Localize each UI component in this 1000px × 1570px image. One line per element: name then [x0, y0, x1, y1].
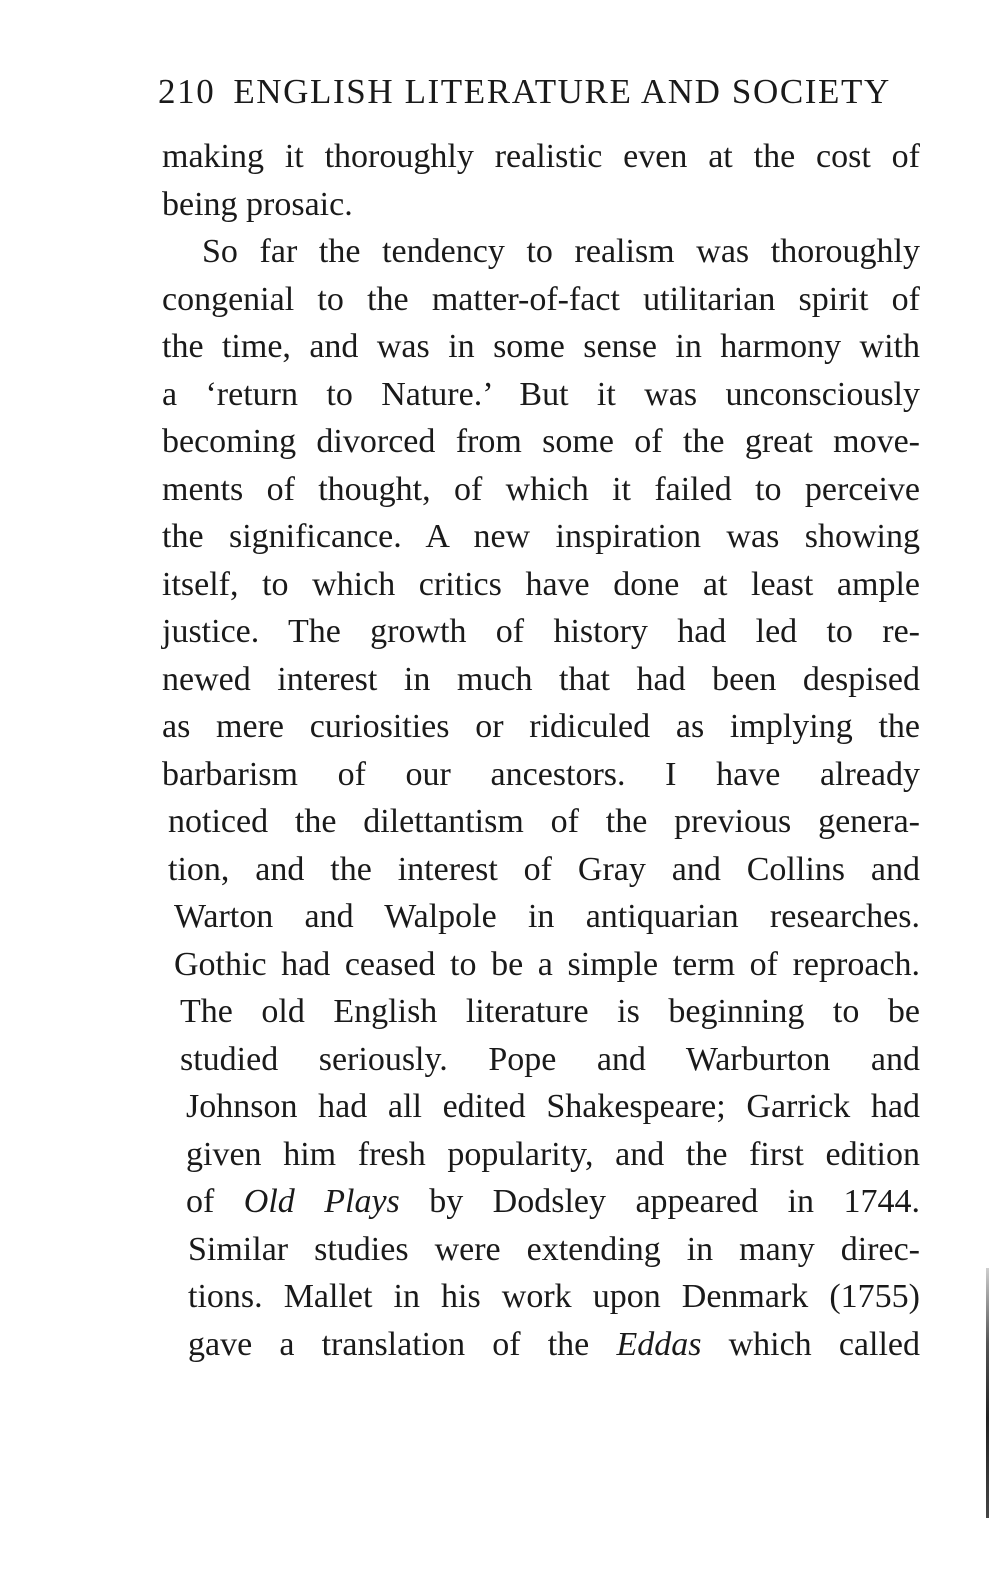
italic-title-eddas: Eddas — [616, 1325, 702, 1363]
text-line: ments of thought, of which it failed to perceive — [162, 470, 920, 508]
text-line: being prosaic. — [162, 185, 353, 223]
text-line: So far the tendency to realism was thoroughly — [202, 233, 920, 270]
text-line: becoming divorced from some of the great move- — [162, 423, 920, 460]
text-line — [162, 1178, 920, 1226]
text-line: barbarism of our ancestors. I have already — [162, 755, 920, 793]
text-run: gave a translation of the — [188, 1325, 590, 1363]
text-line: making it thoroughly realistic even at the cost of — [162, 138, 920, 175]
text-line: justice. The growth of history had led to re- — [162, 613, 920, 650]
text-line: given him fresh popularity, and the first edition — [186, 1135, 920, 1173]
text-line: as mere curiosities or ridiculed as implying the — [162, 708, 920, 745]
text-line: a ‘return to Nature.’ But it was unconsciously — [162, 375, 920, 413]
text-run: which called — [728, 1325, 921, 1363]
page-edge-shadow — [986, 1268, 989, 1518]
italic-title-old-plays: Old Plays — [243, 1183, 400, 1220]
page-number: 210 — [158, 72, 216, 111]
text-line: Similar studies were extending in many direc- — [188, 1230, 920, 1268]
text-line — [162, 1321, 920, 1369]
text-line: Warton and Walpole in antiquarian researches. — [174, 898, 920, 935]
text-run: by Dodsley appeared in 1744. — [429, 1183, 920, 1220]
text-line: congenial to the matter-of-fact utilitarian spirit of — [162, 280, 920, 318]
text-line: the significance. A new inspiration was showing — [162, 518, 920, 555]
body-text — [162, 133, 920, 1368]
text-line: Johnson had all edited Shakespeare; Garrick had — [186, 1088, 920, 1125]
text-line: noticed the dilettantism of the previous genera- — [168, 803, 920, 840]
text-line: the time, and was in some sense in harmony with — [162, 328, 920, 365]
running-head — [158, 64, 918, 120]
running-title: ENGLISH LITERATURE AND SOCIETY — [233, 72, 891, 111]
text-line: tions. Mallet in his work upon Denmark (1755) — [188, 1278, 920, 1315]
text-line: itself, to which critics have done at least ample — [162, 565, 920, 603]
text-line: The old English literature is beginning to be — [180, 993, 920, 1030]
text-line: newed interest in much that had been despised — [162, 660, 920, 698]
text-line: Gothic had ceased to be a simple term of reproach. — [174, 945, 920, 983]
text-line: studied seriously. Pope and Warburton and — [180, 1040, 920, 1078]
text-line: tion, and the interest of Gray and Collins and — [168, 850, 920, 888]
text-run: of — [186, 1183, 215, 1220]
